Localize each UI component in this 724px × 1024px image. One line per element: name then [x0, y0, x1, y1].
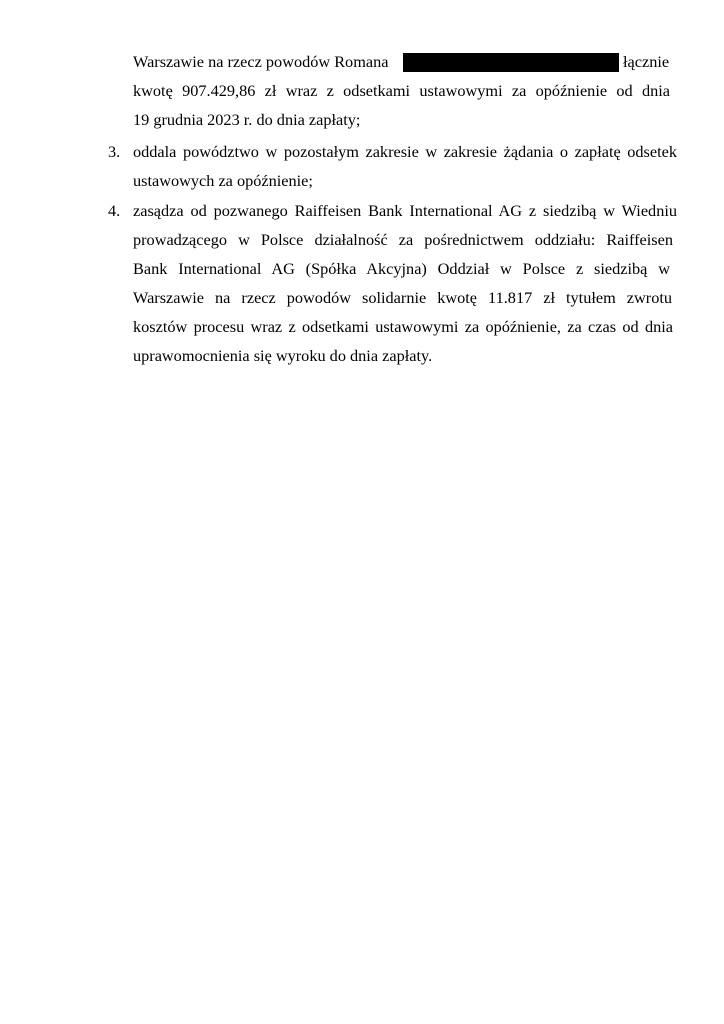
redaction-bar [403, 53, 619, 72]
item-3-line-2: ustawowych za opóźnienie; [133, 171, 313, 190]
item-4-line-6: uprawomocnienia się wyroku do dnia zapłaty. [133, 346, 433, 365]
continuation-line-1-end: łącznie [623, 52, 670, 71]
continuation-line-3: 19 grudnia 2023 r. do dnia zapłaty; [133, 110, 361, 129]
item-4-line-3: Bank International AG (Spółka Akcyjna) Oddział w Polsce z siedzibą w [133, 259, 670, 278]
continuation-line-2: kwotę 907.429,86 zł wraz z odsetkami ustawowymi za opóźnienie od dnia [133, 81, 670, 100]
item-4-line-4: Warszawie na rzecz powodów solidarnie kwotę 11.817 zł tytułem zwrotu [133, 288, 672, 307]
item-4-line-5: kosztów procesu wraz z odsetkami ustawowymi za opóźnienie, za czas od dnia [133, 317, 673, 336]
item-number-4: 4. [108, 201, 121, 220]
item-number-3: 3. [108, 142, 121, 161]
continuation-line-1-start: Warszawie na rzecz powodów Romana [133, 52, 389, 71]
item-4-line-1: zasądza od pozwanego Raiffeisen Bank International AG z siedzibą w Wiedniu [133, 201, 677, 220]
item-3-line-1: oddala powództwo w pozostałym zakresie w zakresie żądania o zapłatę odsetek [133, 142, 677, 161]
item-4-line-2: prowadzącego w Polsce działalność za pośrednictwem oddziału: Raiffeisen [133, 230, 673, 249]
